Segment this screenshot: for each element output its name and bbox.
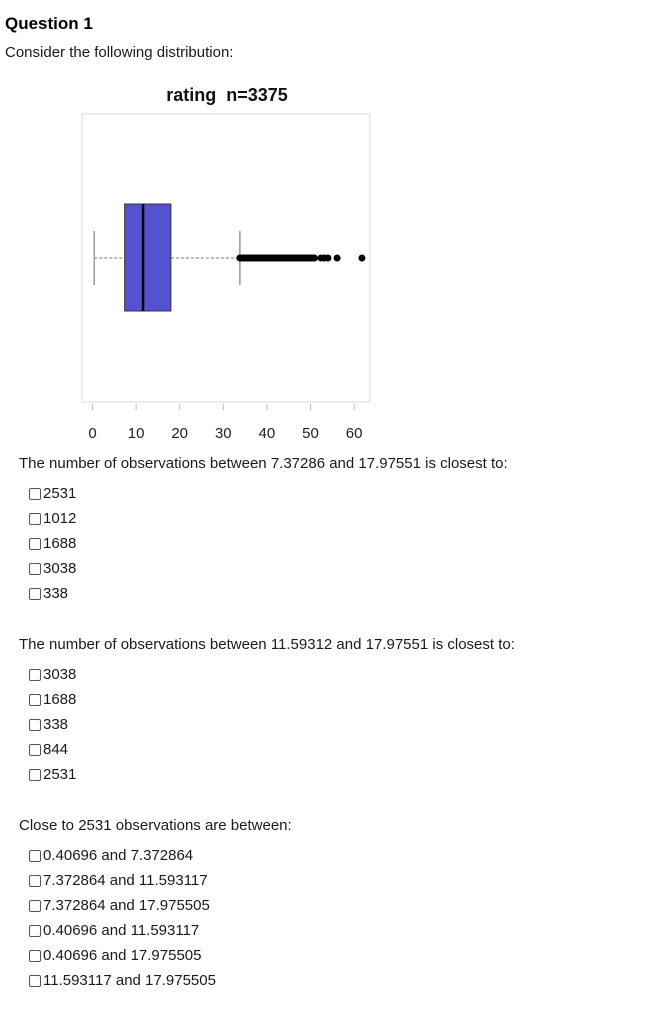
checkbox[interactable] [29, 538, 41, 550]
part-2-option-1[interactable] [19, 662, 515, 687]
option-label: 11.593117 and 17.975505 [43, 972, 216, 989]
option-label: 0.40696 and 7.372864 [43, 847, 194, 864]
part-2-option-4[interactable] [19, 737, 515, 762]
checkbox[interactable] [29, 744, 41, 756]
x-tick-label: 50 [302, 425, 319, 442]
option-label: 2531 [43, 766, 77, 783]
option-label: 1688 [43, 691, 77, 708]
option-label: 7.372864 and 17.975505 [43, 897, 210, 914]
part-2-option-5[interactable] [19, 762, 515, 787]
part-3-option-1[interactable] [19, 843, 292, 868]
part-3-prompt: Close to 2531 observations are between: [19, 817, 292, 834]
iqr-box [125, 204, 171, 311]
checkbox[interactable] [29, 925, 41, 937]
part-1-option-2[interactable] [19, 506, 508, 531]
checkbox[interactable] [29, 950, 41, 962]
checkbox[interactable] [29, 694, 41, 706]
checkbox[interactable] [29, 900, 41, 912]
checkbox[interactable] [29, 563, 41, 575]
part-1-option-4[interactable] [19, 556, 508, 581]
option-label: 338 [43, 716, 69, 733]
part-2-option-2[interactable] [19, 687, 515, 712]
checkbox[interactable] [29, 850, 41, 862]
question-title: Question 1 [5, 14, 93, 33]
option-label: 3038 [43, 560, 77, 577]
x-tick-label: 30 [214, 425, 232, 442]
checkbox[interactable] [29, 769, 41, 781]
option-label: 0.40696 and 17.975505 [43, 947, 202, 964]
part-1-option-3[interactable] [19, 531, 508, 556]
question-intro: Consider the following distribution: [5, 44, 234, 61]
option-label: 2531 [43, 485, 77, 502]
part-1-option-1[interactable] [19, 481, 508, 506]
part-3-option-5[interactable] [19, 943, 292, 968]
x-tick-label: 20 [171, 425, 189, 442]
part-1-prompt: The number of observations between 7.37286 and 17.97551 is closest to: [19, 455, 508, 472]
x-tick-label: 40 [258, 425, 276, 442]
checkbox[interactable] [29, 588, 41, 600]
part-2 [19, 635, 515, 787]
part-3-option-6[interactable] [19, 968, 292, 993]
outlier-point [311, 255, 318, 262]
x-tick-label: 0 [88, 425, 97, 442]
option-label: 0.40696 and 11.593117 [43, 922, 200, 939]
part-3-option-3[interactable] [19, 893, 292, 918]
option-label: 338 [43, 585, 69, 602]
x-tick-label: 60 [345, 425, 363, 442]
part-2-prompt: The number of observations between 11.59312 and 17.97551 is closest to: [19, 636, 515, 653]
option-label: 1012 [43, 510, 77, 527]
checkbox[interactable] [29, 513, 41, 525]
checkbox[interactable] [29, 719, 41, 731]
checkbox[interactable] [29, 488, 41, 500]
option-label: 844 [43, 741, 69, 758]
x-tick-label: 10 [127, 425, 145, 442]
checkbox[interactable] [29, 669, 41, 681]
option-label: 3038 [43, 666, 77, 683]
part-1-option-5[interactable] [19, 581, 508, 606]
boxplot-chart [0, 0, 652, 450]
part-3-option-2[interactable] [19, 868, 292, 893]
outlier-point [358, 255, 365, 262]
checkbox[interactable] [29, 875, 41, 887]
part-2-option-3[interactable] [19, 712, 515, 737]
part-3-option-4[interactable] [19, 918, 292, 943]
option-label: 1688 [43, 535, 77, 552]
part-1 [19, 454, 508, 606]
outlier-point [334, 255, 341, 262]
outlier-point [324, 255, 331, 262]
part-3 [19, 816, 292, 993]
option-label: 7.372864 and 11.593117 [43, 872, 208, 889]
chart-title: rating n=3375 [166, 85, 288, 105]
checkbox[interactable] [29, 975, 41, 987]
